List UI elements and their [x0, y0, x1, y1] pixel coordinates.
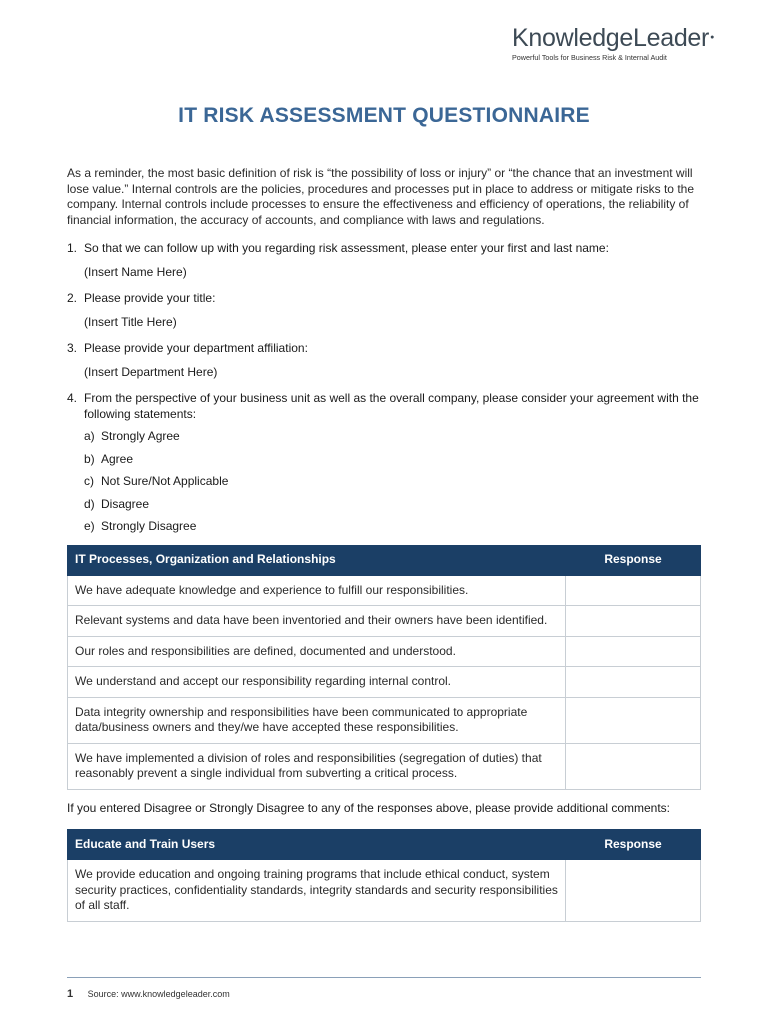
table-row	[68, 697, 701, 743]
table-row	[68, 743, 701, 789]
scale-option: d) Disagree	[84, 496, 150, 511]
table-header-response: Response	[566, 545, 701, 575]
response-cell[interactable]	[566, 697, 701, 743]
comments-prompt: If you entered Disagree or Strongly Disagree to any of the responses above, please provide additional comments:	[67, 800, 671, 815]
scale-option: a) Strongly Agree	[84, 429, 180, 443]
response-cell[interactable]	[566, 636, 701, 667]
response-cell[interactable]	[566, 667, 701, 698]
response-cell[interactable]	[566, 743, 701, 789]
statement-cell: Relevant systems and data have been inventoried and their owners have been identified.	[68, 606, 566, 637]
logo-tagline: Powerful Tools for Business Risk & Internal Audit	[512, 53, 667, 62]
scale-option: e) Strongly Disagree	[84, 519, 197, 533]
it-processes-table	[67, 545, 701, 790]
table-row	[68, 636, 701, 667]
question-number: 3.	[67, 341, 78, 355]
question-text: Please provide your department affiliation:	[84, 341, 308, 355]
intro-paragraph: As a reminder, the most basic definition of risk is “the possibility of loss or injury” or “the chance that an investment will lose value.” Internal controls are the policies, procedures and processes put in place to address or mitigate risks to the company. Internal controls include processes to ensure the effectiveness and efficiency of operations, the reliability of financial information, the accuracy of accounts, and compliance with laws and regulations.	[67, 166, 694, 227]
table-row	[68, 575, 701, 606]
registered-mark-icon: ●	[710, 34, 714, 41]
question-text: So that we can follow up with you regarding risk assessment, please enter your first and last name:	[84, 241, 609, 255]
footer-source: Source: www.knowledgeleader.com	[87, 989, 230, 999]
question-3	[67, 341, 701, 380]
department-answer-field[interactable]: (Insert Department Here)	[84, 364, 218, 379]
page-title: IT RISK ASSESSMENT QUESTIONNAIRE	[178, 104, 590, 127]
question-number: 4.	[67, 391, 78, 405]
table-header-response: Response	[566, 830, 701, 860]
agreement-scale	[67, 429, 701, 535]
question-text: From the perspective of your business unit as well as the overall company, please consider your agreement with the following statements:	[84, 391, 699, 421]
table-row	[68, 667, 701, 698]
question-2	[67, 291, 701, 330]
table-header-category: IT Processes, Organization and Relationships	[68, 545, 566, 575]
statement-cell: We provide education and ongoing training programs that include ethical conduct, system security practices, confidentiality standards, integrity standards and security responsibilities of all staff.	[68, 860, 566, 922]
name-answer-field[interactable]: (Insert Name Here)	[84, 264, 187, 279]
knowledgeleader-logo	[512, 24, 712, 63]
statement-cell: Our roles and responsibilities are defined, documented and understood.	[68, 636, 566, 667]
statement-cell: We understand and accept our responsibility regarding internal control.	[68, 667, 566, 698]
scale-option: c) Not Sure/Not Applicable	[84, 474, 229, 488]
question-number: 1.	[67, 241, 78, 255]
table-row	[68, 860, 701, 922]
statement-cell: Data integrity ownership and responsibilities have been communicated to appropriate data/business owners and they/we have accepted these responsibilities.	[68, 697, 566, 743]
statement-cell: We have adequate knowledge and experience to fulfill our responsibilities.	[68, 575, 566, 606]
logo-wordmark: KnowledgeLeader	[512, 24, 710, 52]
statement-cell: We have implemented a division of roles and responsibilities (segregation of duties) that reasonably prevent a single individual from subverting a critical process.	[68, 743, 566, 789]
page-number: 1	[67, 988, 74, 1000]
question-1	[67, 241, 701, 280]
question-number: 2.	[67, 291, 78, 305]
response-cell[interactable]	[566, 575, 701, 606]
scale-option: b) Agree	[84, 451, 134, 466]
educate-train-users-table	[67, 829, 701, 922]
table-header-category: Educate and Train Users	[68, 830, 566, 860]
table-row	[68, 606, 701, 637]
document-body	[67, 166, 701, 922]
response-cell[interactable]	[566, 860, 701, 922]
question-4	[67, 391, 701, 422]
footer-divider	[67, 977, 701, 978]
question-text: Please provide your title:	[84, 291, 216, 305]
title-answer-field[interactable]: (Insert Title Here)	[84, 314, 177, 329]
page-footer	[67, 988, 230, 1000]
response-cell[interactable]	[566, 606, 701, 637]
